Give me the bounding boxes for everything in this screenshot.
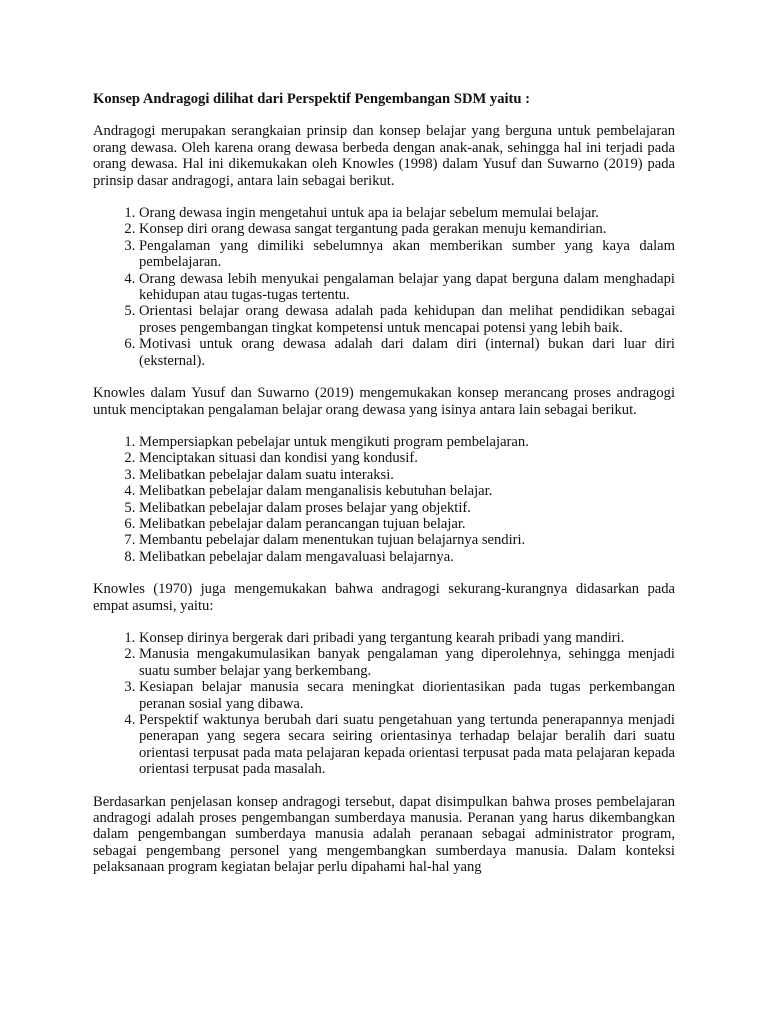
list-item: 2. Manusia mengakumulasikan banyak pengalaman yang diperolehnya, sehingga menjadi suatu sumber belajar yang berkembang. <box>139 646 675 679</box>
list-item: 1. Konsep dirinya bergerak dari pribadi yang tergantung kearah pribadi yang mandiri. <box>139 630 675 646</box>
list-item: 5. Melibatkan pebelajar dalam proses belajar yang objektif. <box>139 500 675 516</box>
list-item: 3. Melibatkan pebelajar dalam suatu interaksi. <box>139 467 675 483</box>
list-item: 3. Pengalaman yang dimiliki sebelumnya akan memberikan sumber yang kaya dalam pembelajaran. <box>139 238 675 271</box>
assumptions-list <box>93 630 675 778</box>
principles-list <box>93 205 675 369</box>
list-item: 4. Melibatkan pebelajar dalam menganalisis kebutuhan belajar. <box>139 483 675 499</box>
list-item: 3. Kesiapan belajar manusia secara meningkat diorientasikan pada tugas perkembangan peranan sosial yang dibawa. <box>139 679 675 712</box>
paragraph-assumptions: Knowles (1970) juga mengemukakan bahwa andragogi sekurang-kurangnya didasarkan pada empat asumsi, yaitu: <box>93 581 675 614</box>
list-item: 4. Perspektif waktunya berubah dari suatu pengetahuan yang tertunda penerapannya menjadi penerapan yang segera secara seiring orientasinya terhadap belajar beralih dari suatu orientasi terpusat pada mata pelajaran kepada orientasi terpusat pada mata pelajaran kepada orientasi terpusat pada masalah. <box>139 712 675 778</box>
list-item: 2. Konsep diri orang dewasa sangat tergantung pada gerakan menuju kemandirian. <box>139 221 675 237</box>
list-item: 6. Melibatkan pebelajar dalam perancangan tujuan belajar. <box>139 516 675 532</box>
list-item: 2. Menciptakan situasi dan kondisi yang kondusif. <box>139 450 675 466</box>
list-item: 8. Melibatkan pebelajar dalam mengavaluasi belajarnya. <box>139 549 675 565</box>
list-item: 4. Orang dewasa lebih menyukai pengalaman belajar yang dapat berguna dalam menghadapi kehidupan atau tugas-tugas tertentu. <box>139 271 675 304</box>
document-page <box>93 91 675 876</box>
paragraph-conclusion: Berdasarkan penjelasan konsep andragogi tersebut, dapat disimpulkan bahwa proses pembelajaran andragogi adalah proses pengembangan sumberdaya manusia. Peranan yang harus dikembangkan dalam pengembangan sumberdaya manusia adalah peranaan sebagai administrator program, sebagai pengembang personel yang mengembangkan sumberdaya manusia. Dalam konteksi pelaksanaan program kegiatan belajar perlu dipahami hal-hal yang <box>93 793 675 876</box>
list-item: 7. Membantu pebelajar dalam menentukan tujuan belajarnya sendiri. <box>139 532 675 548</box>
list-item: 6. Motivasi untuk orang dewasa adalah dari dalam diri (internal) bukan dari luar diri (eksternal). <box>139 336 675 369</box>
document-heading: Konsep Andragogi dilihat dari Perspektif Pengembangan SDM yaitu : <box>93 91 531 107</box>
list-item: 1. Orang dewasa ingin mengetahui untuk apa ia belajar sebelum memulai belajar. <box>139 205 675 221</box>
design-steps-list <box>93 434 675 565</box>
list-item: 1. Mempersiapkan pebelajar untuk mengikuti program pembelajaran. <box>139 434 675 450</box>
paragraph-design-process: Knowles dalam Yusuf dan Suwarno (2019) mengemukakan konsep merancang proses andragogi untuk menciptakan pengalaman belajar orang dewasa yang isinya antara lain sebagai berikut. <box>93 385 675 418</box>
list-item: 5. Orientasi belajar orang dewasa adalah pada kehidupan dan melihat pendidikan sebagai proses pengembangan tingkat kompetensi untuk mencapai potensi yang lebih baik. <box>139 303 675 336</box>
paragraph-intro: Andragogi merupakan serangkaian prinsip dan konsep belajar yang berguna untuk pembelajaran orang dewasa. Oleh karena orang dewasa berbeda dengan anak-anak, sehingga hal ini terjadi pada orang dewasa. Hal ini dikemukakan oleh Knowles (1998) dalam Yusuf dan Suwarno (2019) pada prinsip dasar andragogi, antara lain sebagai berikut. <box>93 123 675 189</box>
